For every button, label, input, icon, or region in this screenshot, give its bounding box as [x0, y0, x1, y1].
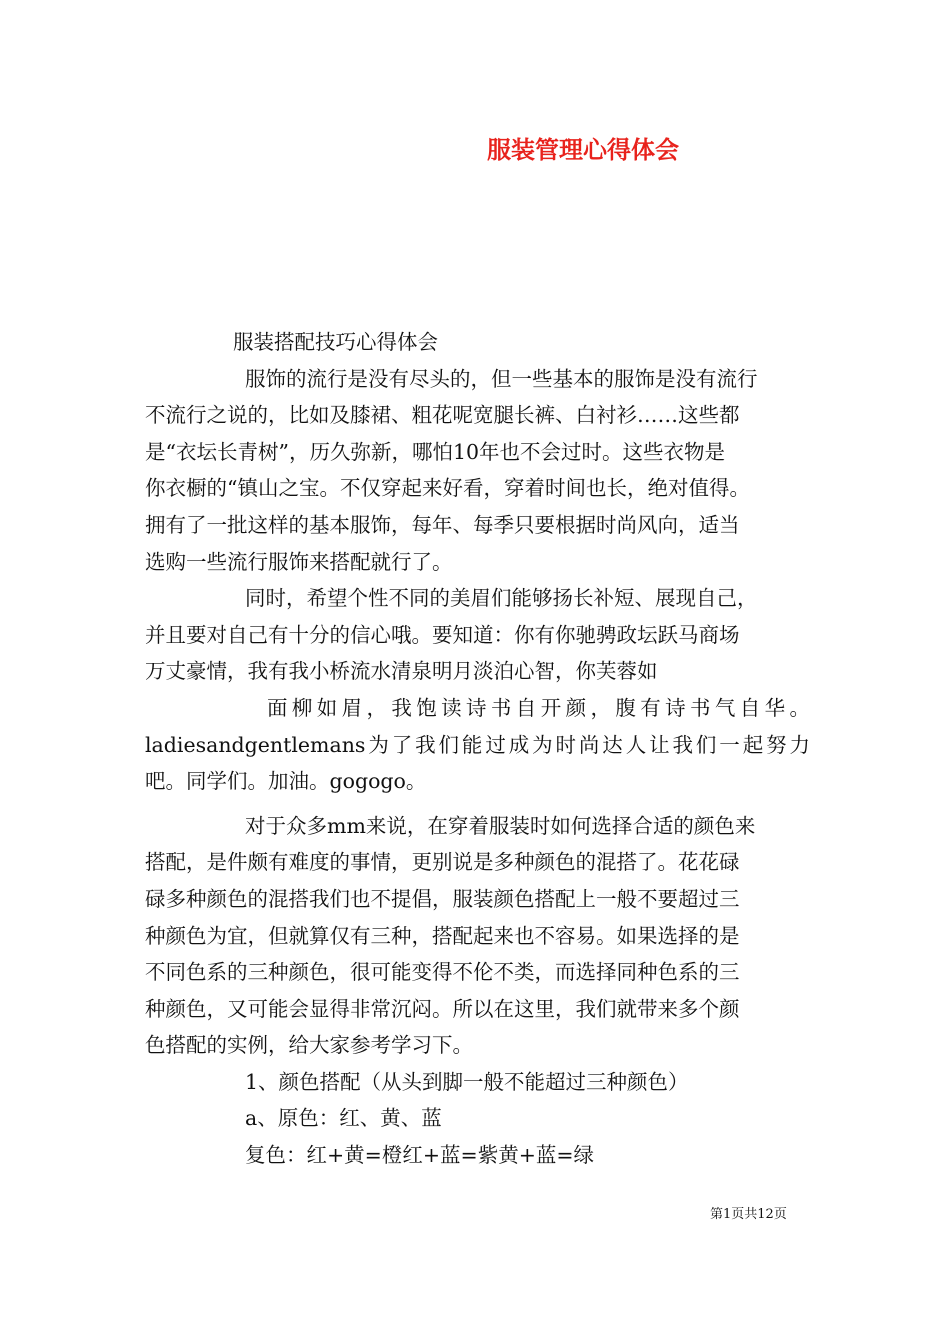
list-item: a、原色：红、黄、蓝	[245, 1106, 442, 1131]
page-number: 第1页共12页	[710, 1207, 787, 1222]
paragraph-line: 搭配，是件颇有难度的事情，更别说是多种颜色的混搭了。花花碌	[145, 850, 740, 875]
paragraph-line: 面柳如眉，我饱读诗书自开颜，腹有诗书气自华。	[267, 695, 810, 720]
list-item: 复色：红+黄=橙红+蓝=紫黄+蓝=绿	[245, 1143, 595, 1168]
paragraph-line: 色搭配的实例，给大家参考学习下。	[145, 1033, 473, 1058]
paragraph-line: 不同色系的三种颜色，很可能变得不伦不类，而选择同种色系的三	[145, 960, 740, 985]
document-body	[145, 324, 810, 1174]
paragraph-line: 对于众多mm来说，在穿着服装时如何选择合适的颜色来	[245, 813, 756, 838]
paragraph-line: 拥有了一批这样的基本服饰，每年、每季只要根据时尚风向，适当	[145, 512, 740, 537]
paragraph-line: 同时，希望个性不同的美眉们能够扬长补短、展现自己，	[245, 586, 758, 611]
paragraph-line: 种颜色，又可能会显得非常沉闷。所以在这里，我们就带来多个颜	[145, 996, 740, 1021]
subtitle: 服装搭配技巧心得体会	[233, 330, 438, 354]
paragraph-line: 并且要对自己有十分的信心哦。要知道：你有你驰骋政坛跃马商场	[145, 622, 740, 647]
paragraph-line: 你衣橱的“镇山之宝。不仅穿起来好看，穿着时间也长，绝对值得。	[145, 476, 750, 501]
paragraph-line: 种颜色为宜，但就算仅有三种，搭配起来也不容易。如果选择的是	[145, 923, 740, 948]
paragraph-line: 服饰的流行是没有尽头的，但一些基本的服饰是没有流行	[245, 366, 758, 391]
paragraph-line: ladiesandgentlemans为了我们能过成为时尚达人让我们一起努力	[145, 732, 810, 757]
paragraph-line: 万丈豪情，我有我小桥流水清泉明月淡泊心智，你芙蓉如	[145, 659, 658, 684]
document-title: 服装管理心得体会	[487, 135, 679, 164]
paragraph-line: 是“衣坛长青树”，历久弥新，哪怕10年也不会过时。这些衣物是	[145, 439, 726, 464]
paragraph-line: 碌多种颜色的混搭我们也不提倡，服装颜色搭配上一般不要超过三	[145, 886, 740, 911]
list-item: 1、颜色搭配（从头到脚一般不能超过三种颜色）	[245, 1069, 689, 1094]
paragraph-line: 吧。同学们。加油。gogogo。	[145, 769, 427, 794]
paragraph-line: 选购一些流行服饰来搭配就行了。	[145, 549, 453, 574]
paragraph-line: 不流行之说的，比如及膝裙、粗花呢宽腿长裤、白衬衫……这些都	[145, 403, 740, 428]
